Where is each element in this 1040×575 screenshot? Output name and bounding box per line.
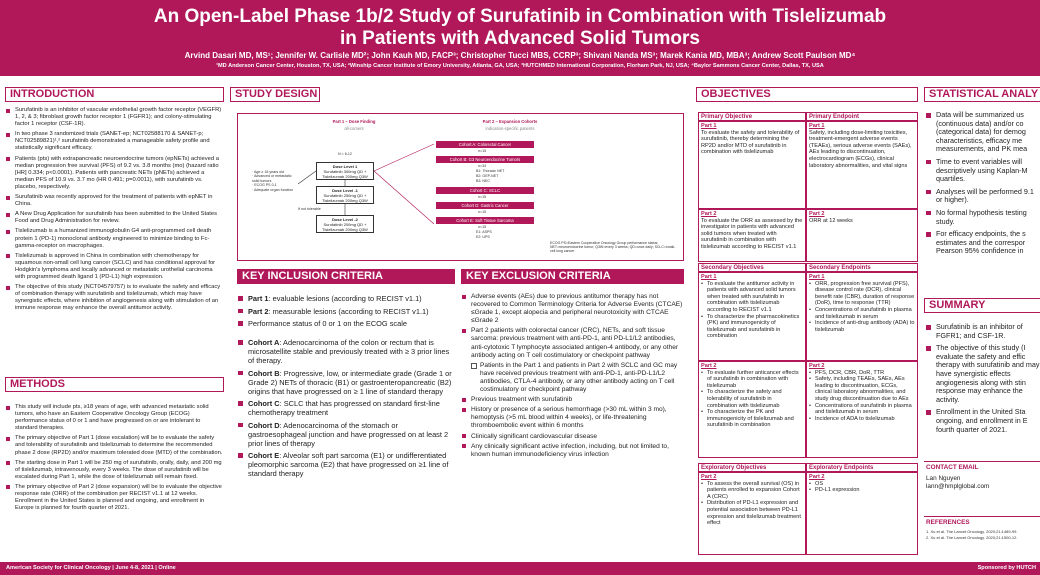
- inclusion-item-lead: Part 1: [248, 294, 269, 303]
- exploratory-objectives: [701, 481, 803, 527]
- primary-objective-header: Primary Objective: [698, 112, 806, 121]
- secondary-objective-item: • To characterize the pharmacokinetics (PK) and immunogenicity of tislelizumab and surufatinib in combination: [701, 314, 803, 340]
- part2-subtitle: indication-specific patients: [485, 126, 535, 131]
- secondary-endpoint-part1-label: Part 1: [809, 274, 825, 280]
- methods-list: [6, 404, 223, 515]
- secondary-endpoint-item: • Safety, including TEAEs, SAEs, AEs leading to discontinuation, ECGs, clinical laboratory abnormalities, and study drug discontinuation due to AEs: [809, 376, 915, 402]
- cohort-d-n: n=15: [478, 210, 487, 214]
- exclusion-item: History or presence of a serious hemorrhage (>30 mL within 3 mo), hemoptysis (>5 mL blood within 4 weeks), or life-threatening thromboembolic event within 6 months: [462, 406, 684, 430]
- dose-level-1-title: Dose Level 1: [332, 164, 358, 169]
- cohort-c-bar: Cohort C: SCLC: [436, 187, 534, 194]
- secondary-objective-part1: [698, 272, 806, 361]
- reference-1: 1. Xu et al. The Lancet Oncology. 2020;21:1489-99.: [926, 529, 1018, 534]
- introduction-item: Surufatinib is an inhibitor of vascular endothelial growth factor receptor (VEGFR) 1, 2, & 3; fibroblast growth factor receptor 1 (FGFR1); and colony-stimulating factor 1 receptor (CSF-1R).: [6, 107, 223, 128]
- primary-endpoint-part2: [806, 209, 918, 262]
- reference-2: 2. Xu et al. The Lancet Oncology. 2020;21:1500-12.: [926, 535, 1018, 540]
- statistical-item: Analyses will be performed 9.1 or higher).: [926, 188, 1040, 205]
- secondary-part2-label: Part 2: [701, 363, 717, 369]
- secondary-part1-objectives: [701, 281, 803, 340]
- secondary-part1-endpoints: [809, 281, 915, 334]
- inclusion-item-lead: Cohort D: [248, 420, 280, 430]
- secondary-endpoint-item: • Concentrations of surufatinib in plasma and tislelizumab in serum: [809, 307, 915, 320]
- secondary-part1-label: Part 1: [701, 274, 717, 280]
- secondary-endpoint-part2: [806, 361, 918, 458]
- part1-subtitle: all-comers: [344, 126, 364, 131]
- introduction-item: Tislelizumab is a humanized immunoglobulin G4 anti-programmed cell death protein 1 (PD-1) monoclonal antibody engineered to minimize binding to Fc-gamma-receptor on macrophages.: [6, 228, 223, 249]
- inclusion-item-text: Performance status of 0 or 1 on the ECOG scale: [248, 319, 407, 328]
- introduction-heading: INTRODUCTION: [5, 87, 224, 102]
- dose-level-minus1-title: Dose Level -1: [332, 188, 358, 193]
- inclusion-item-text: : Adenocarcinoma of the stomach or gastroesophageal junction and have progressed on at least 2 prior lines of therapy: [248, 420, 449, 448]
- exclusion-subitem: Patients in the Part 1 and patients in Part 2 with SCLC and GC may have received previous treatment with anti-PD-1, anti-PD-L1/L2 antibodies, CTLA-4 antibody, or any other antibody acting on T cell costimulatory or checkpoint pathway: [462, 362, 684, 394]
- inclusion-item-text: : Progressive, low, or intermediate grade (Grade 1 or Grade 2) NETs of thoracic (B1) or gastroenteropancreatic (B2) origins that have progressed on ≥ 1 line of standard therapy: [248, 368, 452, 396]
- dose-level-minus2-body: Surufatinib 200mg QD + Tislelizumab 200mg Q3W: [322, 222, 368, 232]
- exploratory-objectives-header: Exploratory Objectives: [698, 463, 806, 472]
- cohort-a-bar: Cohort A: Colorectal Cancer: [436, 141, 534, 148]
- secondary-part2-endpoints: [809, 370, 915, 423]
- secondary-objective-item: • To characterize the safety and tolerability of surufatinib in combination with tislelizumab: [701, 389, 803, 409]
- cohort-b-n: n=34: [478, 164, 487, 168]
- secondary-part2-objectives: [701, 370, 803, 429]
- methods-item: The starting dose in Part 1 will be 250 mg of surufatinib, orally, daily, and 200 mg of tislelizumab, intravenously, every 3 weeks. The dose of surufatinib will be escalated during Part 1, while the dose of tislelizumab will remain fixed.: [6, 460, 223, 481]
- cohort-c-n: n=15: [478, 195, 487, 199]
- secondary-endpoint-part1: [806, 272, 918, 361]
- inclusion-item: [238, 451, 454, 478]
- if-not-tolerable-label: If not tolerable: [298, 207, 321, 211]
- poster-header: [0, 0, 1040, 76]
- introduction-item: Tislelizumab is approved in China in combination with chemotherapy for squamous non-small cell lung cancer (SCLC) and has conditional approval for Hodgkin's lymphoma and locally advanced or metastatic urothelial carcinoma with programmed death ligand 1 (PD-L1) high expression.: [6, 253, 223, 281]
- statistical-list: [926, 111, 1040, 260]
- statistical-heading: STATISTICAL ANALY: [924, 87, 1040, 102]
- introduction-item: Surufatinib was recently approved for the treatment of patients with epNET in China.: [6, 194, 223, 208]
- part2-title: Part 2 – Expansion Cohorts: [482, 119, 538, 124]
- exclusion-item: Any clinically significant active infection, including, but not limited to, known human immunodeficiency virus infection: [462, 443, 684, 459]
- exploratory-endpoints: [809, 481, 915, 494]
- secondary-objective-item: • To evaluate further anticancer effects of surufatinib in combination with tislelizumab: [701, 370, 803, 390]
- methods-item: This study will include pts, ≥18 years of age, with advanced metastatic solid tumors, who have an Eastern Cooperative Oncology Group (ECOG) performance status of 0 or 1 and have progressed on or are intolerant to standard therapies.: [6, 404, 223, 432]
- exclusion-item: Adverse events (AEs) due to previous antitumor therapy has not recovered to Common Terminology Criteria for Adverse Events (CTCAE) ≤Grade 1, except alopecia and peripheral neurotoxicity with CTCAE ≤Grade 2: [462, 293, 684, 325]
- inclusion-item-lead: Cohort B: [248, 368, 280, 378]
- introduction-item: Patients (pts) with extrapancreatic neuroendocrine tumors (epNETs) achieved a median progression free survival (PFS) of 9.2 vs. 3.8 months (mo) (hazard ratio [HR] 0.334; p<0.0001). Patients with pancreatic NETs (pNETs) achieved a median PFS of 10.9 vs. 3.7 mo (HR 0.491; p=0.0011), with surufatinib vs. placebo, respectively.: [6, 156, 223, 191]
- contact-divider: [924, 461, 1040, 462]
- cohort-e2-label: E2: UPS: [476, 235, 490, 239]
- inclusion-heading: KEY INCLUSION CRITERIA: [237, 269, 455, 284]
- part1-title: Part 1 – Dose Finding: [332, 119, 376, 124]
- inclusion-item: [238, 399, 454, 417]
- exclusion-item: Clinically significant cardiovascular disease: [462, 433, 684, 441]
- primary-endpoint-part2-label: Part 2: [809, 211, 825, 217]
- contact-name: Lan Nguyen: [926, 475, 961, 482]
- inclusion-item: [238, 319, 454, 328]
- exploratory-objective-part2: [698, 472, 806, 555]
- exploratory-objective-item: • Distribution of PD-L1 expression and potential association between PD-L1 expression and tislelizumab treatment effect: [701, 500, 803, 526]
- primary-endpoint-part2-text: ORR at 12 weeks: [809, 217, 853, 224]
- objectives-heading: OBJECTIVES: [696, 87, 918, 102]
- primary-part1-text: To evaluate the safety and tolerability of surufatinib, thereby determining the RP2D and/or MTD of surufatinib in combination with tislelizumab: [701, 129, 800, 156]
- cohort-e1-label: E1: ASPS: [476, 230, 492, 234]
- dose-level-minus1-body: Surufatinib 250mg QD + Tislelizumab 200mg Q3W: [322, 193, 368, 203]
- introduction-item: In two phase 3 randomized trials (SANET-ep; NCT02588170 & SANET-p; NCT02589821)¹,² surufatinib demonstrated a manageable safety profile and statistically significant efficacy.: [6, 131, 223, 152]
- inclusion-item: [238, 294, 454, 303]
- secondary-endpoint-item: • Incidence of anti-drug antibody (ADA) to tislelizumab: [809, 320, 915, 333]
- statistical-item: No formal hypothesis testing study.: [926, 209, 1040, 226]
- inclusion-item-text: : measurable lesions (according to RECIST v1.1): [268, 306, 429, 316]
- exclusion-item: Previous treatment with surufatinib: [462, 396, 684, 404]
- secondary-endpoint-item: • Concentrations of surufatinib in plasma and tislelizumab in serum: [809, 403, 915, 416]
- affiliations: ¹MD Anderson Cancer Center, Houston, TX, USA; ²Winship Cancer Institute of Emory University, Atlanta, GA, USA; ³HUTCHMED International Corporation, Florham Park, NJ, USA; ⁴Baylor Sammons Cancer Center, Dallas, TX, USA: [216, 63, 824, 69]
- primary-part1-label: Part 1: [701, 123, 717, 129]
- dose-level-1-body: Surufatinib 300mg QD + Tislelizumab 200mg Q3W: [322, 169, 368, 179]
- secondary-objective-item: • To evaluate the antitumor activity in patients with advanced solid tumors when treated with surufatinib in combination with tislelizumab according to RECIST v1.1: [701, 281, 803, 314]
- inclusion-item-text: : SCLC that has progressed on standard first-line chemotherapy treatment: [248, 399, 440, 417]
- dose-level-minus2-title: Dose Level -2: [332, 217, 358, 222]
- footer-conference: American Society for Clinical Oncology | June 4-8, 2021 | Online: [6, 565, 176, 571]
- study-design-heading: STUDY DESIGN: [230, 87, 320, 102]
- footer-sponsor: Sponsored by HUTCH: [977, 565, 1036, 571]
- exclusion-list: [462, 293, 684, 461]
- contact-heading: CONTACT EMAIL: [926, 464, 979, 471]
- summary-item: Surufatinib is an inhibitor of FGFR1; and CSF-1R.: [926, 323, 1040, 340]
- introduction-item: A New Drug Application for surufatinib has been submitted to the United States Food and Drug Administration for review.: [6, 211, 223, 225]
- exploratory-endpoint-item: • OS: [809, 481, 915, 488]
- inclusion-item-text: : evaluable lesions (according to RECIST v1.1): [268, 294, 422, 303]
- inclusion-item-lead: Cohort A: [248, 338, 280, 347]
- poster-footer: [0, 562, 1040, 575]
- n-label: N = 6-12: [338, 152, 352, 156]
- secondary-objectives-header: Secondary Objectives: [698, 263, 806, 272]
- secondary-endpoints-header: Secondary Endpoints: [806, 263, 918, 272]
- inclusion-item: [238, 338, 454, 365]
- inclusion-item: [238, 307, 454, 316]
- cohort-e-n: n=15: [478, 225, 487, 229]
- cohort-b1-label: B1: Thoracic NET: [476, 169, 505, 173]
- contact-email[interactable]: lann@hmplglobal.com: [926, 483, 990, 490]
- references-heading: REFERENCES: [926, 519, 970, 526]
- statistical-item: Time to event variables will descriptively using Kaplan-M quartiles.: [926, 158, 1040, 184]
- exploratory-endpoint-part2-label: Part 2: [809, 474, 825, 480]
- methods-heading: METHODS: [5, 377, 224, 392]
- primary-objective-part1: [698, 121, 806, 209]
- inclusion-item: [238, 369, 454, 396]
- exploratory-objective-item: • To assess the overall survival (OS) in patients enrolled to expansion Cohort A (CRC): [701, 481, 803, 501]
- exploratory-part2-label: Part 2: [701, 474, 717, 480]
- cohort-e-bar: Cohort E: Soft Tissue Sarcoma: [436, 217, 534, 224]
- primary-endpoint-header: Primary Endpoint: [806, 112, 918, 121]
- introduction-list: [6, 107, 223, 315]
- inclusion-item: [238, 421, 454, 448]
- secondary-endpoint-item: • PFS, DCR, CBR, DoR, TTR: [809, 370, 915, 377]
- primary-part2-label: Part 2: [701, 211, 717, 217]
- inclusion-item-lead: Cohort C: [248, 399, 280, 408]
- poster-title-line1: An Open-Label Phase 1b/2 Study of Surufatinib in Combination with Tislelizumab: [153, 6, 887, 27]
- primary-endpoint-part1-label: Part 1: [809, 123, 825, 129]
- statistical-item: Data will be summarized us (continuous data) and/or co (categorical data) for demog characteristics, efficacy me measurements, and PK mea: [926, 111, 1040, 154]
- authors: Arvind Dasari MD, MS¹; Jennifer W. Carlisle MD²; John Kauh MD, FACP³; Christopher Tucci MBS, CCRP³; Shivani Nanda MS³; Marek Kania MD, MBA³; Andrew Scott Paulson MD⁴: [184, 51, 856, 60]
- exclusion-heading: KEY EXCLUSION CRITERIA: [461, 269, 684, 284]
- exploratory-endpoint-part2: [806, 472, 918, 555]
- cohort-a-n: n=15: [478, 149, 487, 153]
- secondary-objective-item: • To characterize the PK and immunogenicity of tislelizumab and surufatinib in combination: [701, 409, 803, 429]
- study-design-footnote: ECOG PS=Eastern Cooperative Oncology Group performance status; NET=neuroendocrine tumor; Q3W=every 3 weeks; QD=once daily; SCLC=small-cell lung cancer: [550, 241, 676, 254]
- references-divider: [924, 516, 1040, 517]
- inclusion-item-lead: Cohort E: [248, 451, 280, 460]
- study-design-figure: [237, 113, 684, 261]
- primary-part2-text: To evaluate the ORR as assessed by the investigator in patients with advanced solid tumors when treated with surufatinib in combination with tislelizumab according to RECIST v1.1: [701, 217, 803, 250]
- statistical-item: For efficacy endpoints, the s estimates and the correspor Pearson 95% confidence in: [926, 230, 1040, 256]
- inclusion-item-text: : Alveolar soft part sarcoma (E1) or undifferentiated pleomorphic sarcoma (E2) that have progressed on ≥1 line of standard therapy: [248, 451, 449, 478]
- summary-heading: SUMMARY: [924, 298, 1040, 313]
- exclusion-item: Part 2 patients with colorectal cancer (CRC), NETs, and soft tissue sarcoma: previous treatment with anti-PD-1, anti PD-L1/L2 antibodies, anti-cytotoxic T lymphocyte associated antigen-4 antibody, or any other antibody acting on T cell costimulatory or checkpoint pathway: [462, 327, 684, 359]
- primary-objective-part2: [698, 209, 806, 262]
- summary-item: The objective of this study (I evaluate the safety and effic therapy with surufatinib and may have synergistic effects angiogenesis along with stin response may enhance the activity.: [926, 344, 1040, 404]
- inclusion-item-text: : Adenocarcinoma of the colon or rectum that is microsatellite stable and previously treated with ≥ 3 prior lines of therapy.: [248, 338, 450, 365]
- exploratory-endpoints-header: Exploratory Endpoints: [806, 463, 918, 472]
- introduction-item: The objective of this study (NCT04579757) is to evaluate the safety and efficacy of combination therapy with surufatinib and tislelizumab, which may have synergistic effects, where inhibition of angiogenesis along with stimulation of an immune response may enhance the overall antitumor activity.: [6, 284, 223, 312]
- cohort-d-bar: Cohort D: Gastric Cancer: [436, 202, 534, 209]
- secondary-endpoint-item: • ORR, progression free survival (PFS), disease control rate (DCR), clinical benefit rate (CBR), duration of response (DoR), time to response (TTR): [809, 281, 915, 307]
- summary-item: Enrollment in the United Sta ongoing, and enrollment in E fourth quarter of 2021.: [926, 408, 1040, 434]
- methods-item: The primary objective of Part 2 (dose expansion) will be to evaluate the objective response rate (ORR) of the combination per RECIST v1.1 at 12 weeks. Enrollment in the United States is planned and ongoing, and enrollment in Europe is planned for fourth quarter of 2021.: [6, 484, 223, 512]
- inclusion-item-lead: Part 2: [248, 306, 269, 316]
- primary-endpoint-part1-text: Safety, including dose-limiting toxicities, treatment-emergent adverse events (TEAEs), serious adverse events (SAEs), AEs leading to discontinuation, electrocardiogram (ECGs), clinical laboratory abnormalities, and vital signs: [809, 129, 912, 169]
- methods-item: The primary objective of Part 1 (dose escalation) will be to evaluate the safety and tolerability of surufatinib and tislelizumab to determine the recommended phase 2 dose (RP2D) and/or maximum tolerated dose (MTD) of the combination.: [6, 435, 223, 456]
- cohort-b3-label: B3: NEC: [476, 179, 490, 183]
- primary-endpoint-part1: [806, 121, 918, 209]
- cohort-b2-label: B2: GEP-NET: [476, 174, 499, 178]
- secondary-endpoint-item: • Incidence of ADA to tislelizumab: [809, 416, 915, 423]
- secondary-objective-part2: [698, 361, 806, 458]
- cohort-b-bar: Cohort B: G3 Neuroendocrine Tumors: [436, 156, 534, 163]
- secondary-endpoint-part2-label: Part 2: [809, 363, 825, 369]
- exploratory-endpoint-item: • PD-L1 expression: [809, 487, 915, 494]
- inclusion-list: [238, 294, 454, 482]
- poster-title-line2: in Patients with Advanced Solid Tumors: [340, 28, 700, 49]
- eligibility-box: · Age ≥ 18 years old · Advanced or metastatic solid tumors · ECOG PS 0-1 · Adequate organ function: [252, 170, 294, 192]
- summary-list: [926, 323, 1040, 438]
